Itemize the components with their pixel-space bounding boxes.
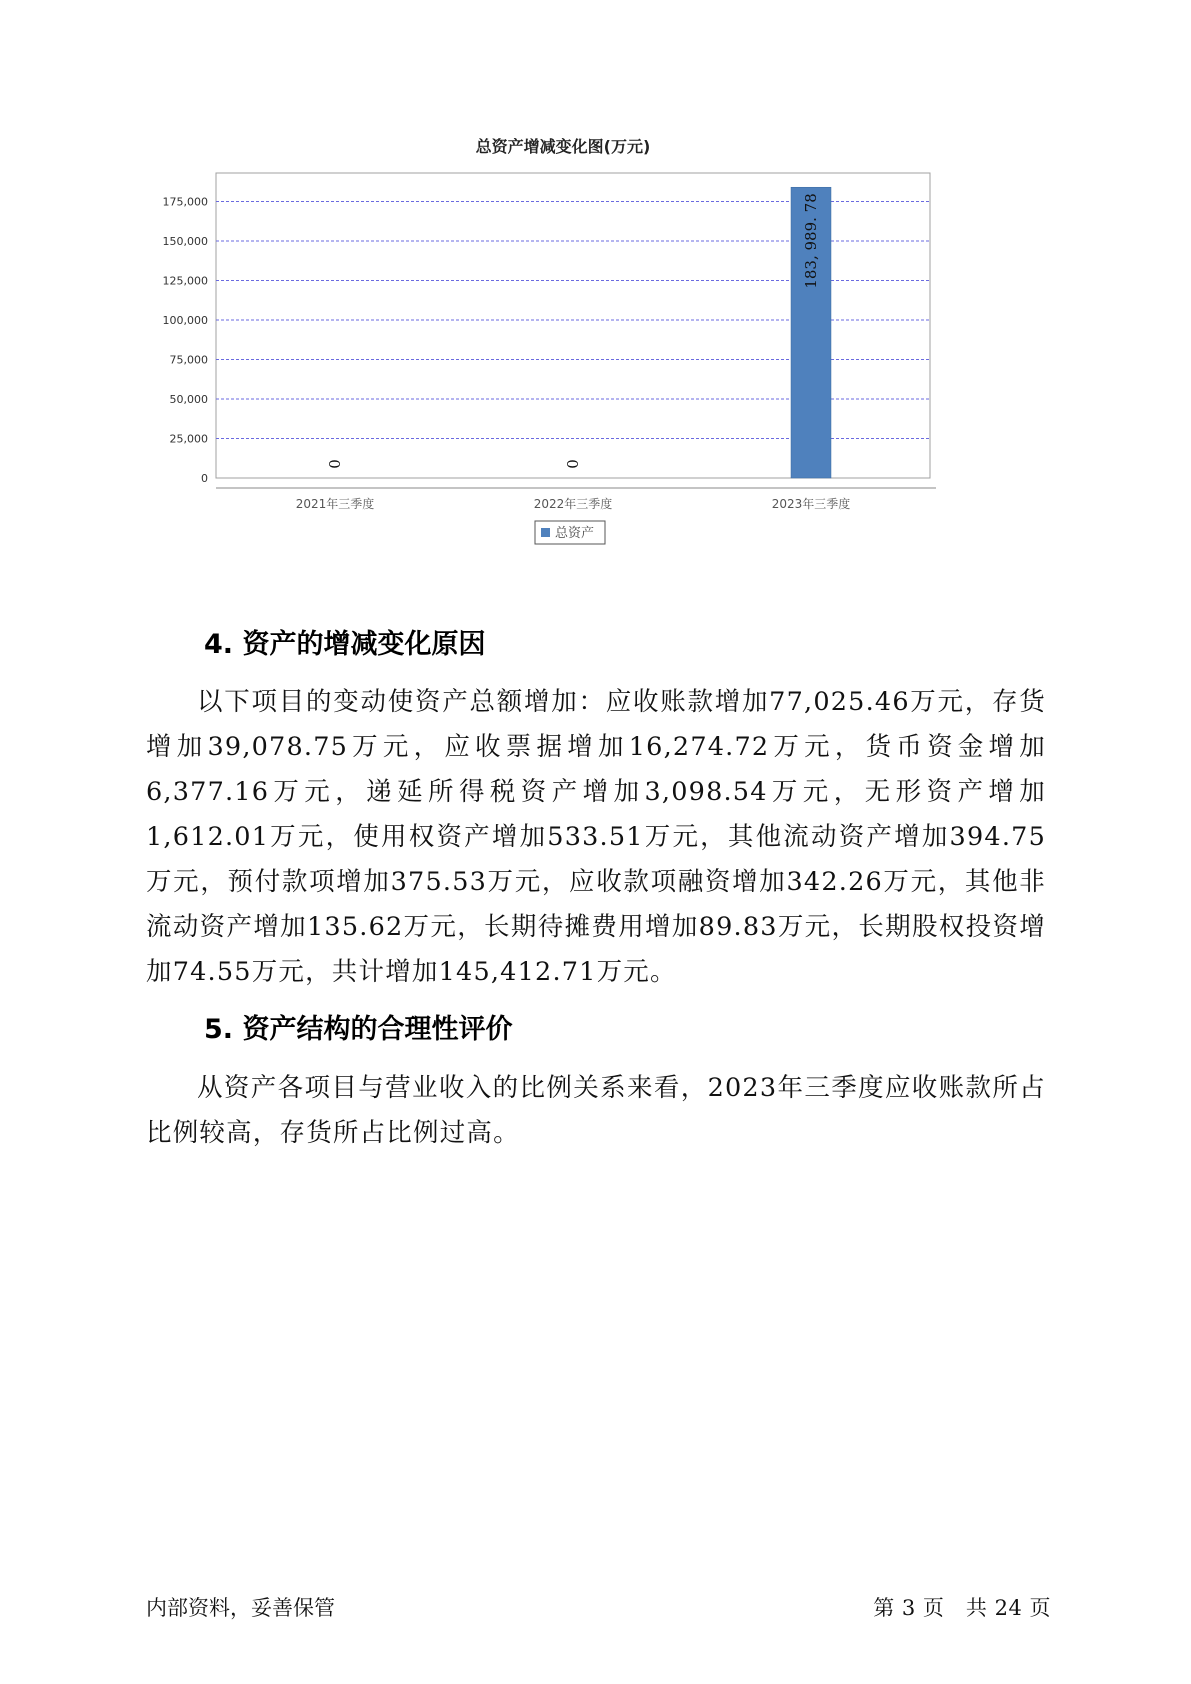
y-tick-label: 100,000 [162, 313, 208, 327]
total-assets-chart [150, 138, 1030, 588]
data-label: 183, 989. 78 [802, 193, 820, 289]
section-4-heading: 4. 资产的增减变化原因 [204, 629, 486, 660]
section-5-heading: 5. 资产结构的合理性评价 [204, 1014, 513, 1045]
section-4-body: 以下项目的变动使资产总额增加：应收账款增加77,025.46万元，存货增加39,078.75万元，应收票据增加16,274.72万元，货币资金增加6,377.16万元，递延所得税资产增加3,098.54万元，无形资产增加1,612.01万元，使用权资产增加533.51万元，其他流动资产增加394.75万元，预付款项增加375.53万元，应收款项融资增加342.26万元，其他非流动资产增加135.62万元，长期待摊费用增加89.83万元，长期股权投资增加74.55万元，共计增加145,412.71万元。 [146, 687, 1046, 987]
y-tick-label: 75,000 [169, 353, 208, 367]
y-tick-label: 125,000 [162, 274, 208, 288]
y-tick-label: 150,000 [162, 234, 208, 248]
legend-swatch [541, 528, 550, 537]
data-label: 0 [564, 459, 582, 469]
chart-canvas [150, 138, 1030, 588]
y-tick-label: 0 [201, 472, 208, 485]
footer-confidential-note: 内部资料，妥善保管 [146, 1596, 335, 1620]
y-tick-label: 25,000 [169, 432, 208, 446]
data-label: 0 [326, 459, 344, 469]
x-tick-label: 2023年三季度 [771, 497, 851, 511]
x-tick-label: 2022年三季度 [533, 497, 613, 511]
legend-label: 总资产 [555, 526, 595, 541]
x-tick-label: 2021年三季度 [295, 497, 375, 511]
section-5-body: 从资产各项目与营业收入的比例关系来看，2023年三季度应收账款所占比例较高，存货所占比例过高。 [146, 1073, 1046, 1148]
y-tick-label: 175,000 [162, 195, 208, 209]
footer-page-number: 第 3 页 共 24 页 [873, 1596, 1051, 1620]
y-tick-label: 50,000 [169, 392, 208, 406]
chart-title: 总资产增减变化图(万元) [475, 138, 651, 156]
